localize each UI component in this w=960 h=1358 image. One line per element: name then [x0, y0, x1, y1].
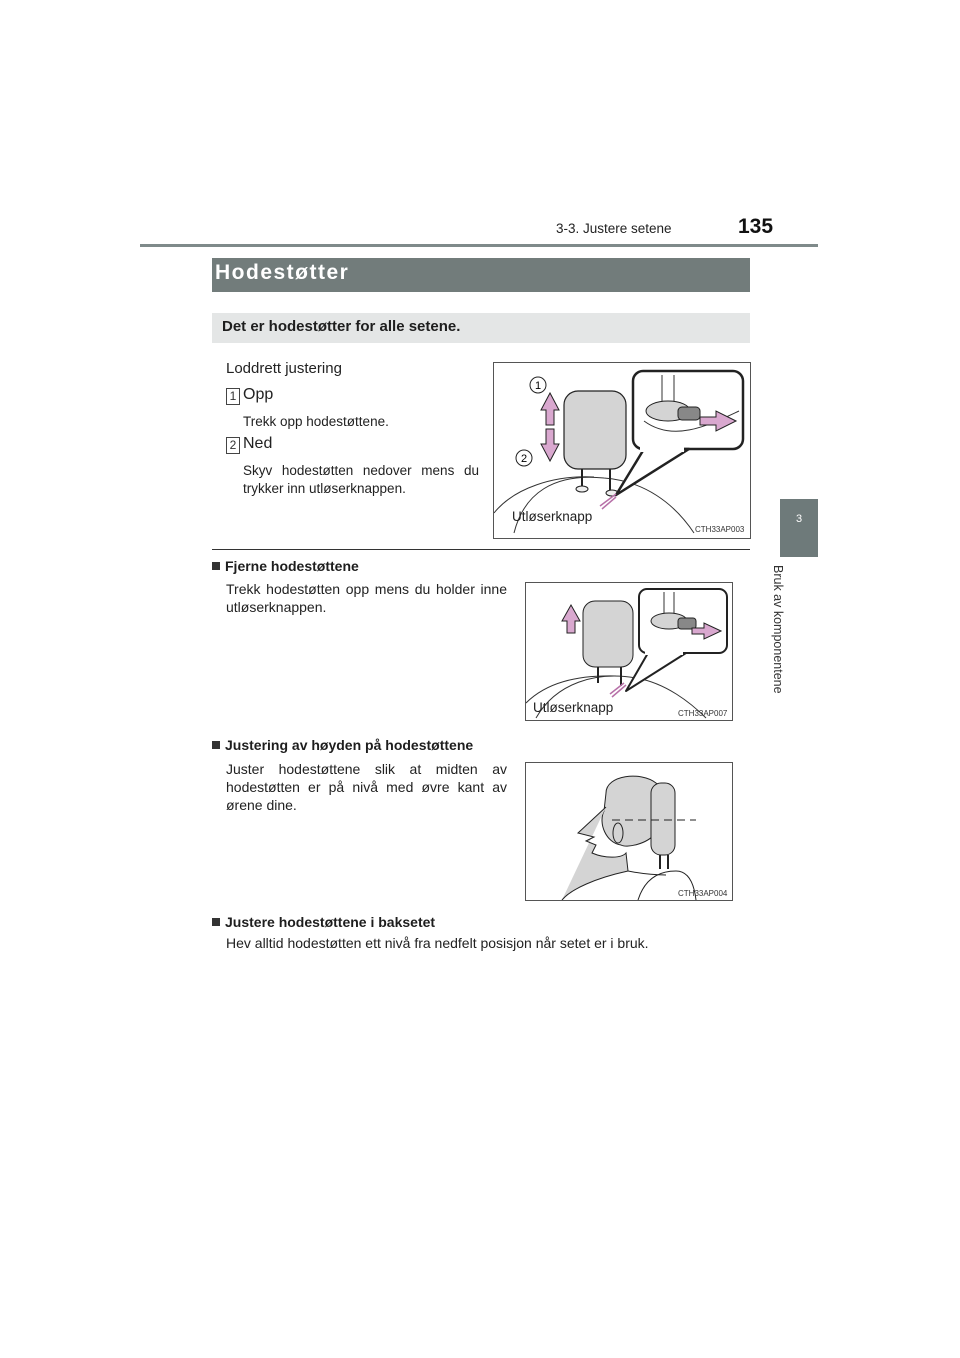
intro-text: Det er hodestøtter for alle setene.	[222, 318, 461, 335]
figure-code-2: CTH33AP007	[678, 709, 728, 718]
figure-code-1: CTH33AP003	[695, 525, 745, 534]
step-desc-up: Trekk opp hodestøttene.	[243, 414, 389, 429]
note-text-height: Juster hodestøttene slik at midten av hodestøtten er på nivå med øvre kant av ørene dine.	[226, 761, 507, 813]
step-label-up: Opp	[243, 386, 274, 403]
headrest-height-illustration	[526, 763, 732, 900]
chapter-number: 3	[795, 513, 803, 525]
note-text-remove: Trekk hodestøtten opp mens du holder inne utløserknappen.	[226, 581, 507, 615]
headrest-shape	[564, 391, 626, 469]
bullet-square-icon	[212, 562, 220, 570]
arrow-up-icon	[541, 393, 559, 425]
page-title: Hodestøtter	[215, 261, 350, 284]
step-desc-down: Skyv hodestøtten nedover mens du trykker inn utløserknappen.	[243, 463, 479, 496]
bullet-square-icon	[212, 918, 220, 926]
release-button-label-1: Utløserknapp	[512, 509, 593, 524]
step-label-down: Ned	[243, 435, 273, 452]
note-title-height: Justering av høyden på hodestøttene	[212, 737, 473, 753]
chapter-tab	[780, 499, 818, 557]
step-number-2: 2	[226, 437, 240, 454]
section-rule	[212, 549, 750, 550]
note-text-rear: Hev alltid hodestøtten ett nivå fra nedfelt posisjon når setet er i bruk.	[226, 935, 649, 951]
bullet-square-icon	[212, 741, 220, 749]
release-button-label-2: Utløserknapp	[533, 700, 614, 715]
arrow-down-icon	[541, 429, 559, 461]
step-number-1: 1	[226, 388, 240, 405]
callout-2-label: 2	[520, 453, 528, 465]
note-title-rear: Justere hodestøttene i baksetet	[212, 914, 435, 930]
figure-code-3: CTH33AP004	[678, 889, 728, 898]
figure-headrest-adjust	[493, 362, 751, 539]
callout-1-label: 1	[534, 380, 542, 392]
note-title-remove: Fjerne hodestøttene	[212, 558, 359, 574]
page-number: 135	[738, 215, 774, 238]
header-rule	[140, 244, 818, 247]
chapter-title-vertical	[771, 565, 799, 715]
vertical-heading: Loddrett justering	[226, 360, 342, 377]
figure-headrest-remove	[525, 582, 733, 721]
section-header: 3-3. Justere setene	[556, 221, 672, 236]
figure-headrest-height	[525, 762, 733, 901]
arrow-up-icon	[562, 605, 580, 633]
chapter-title: Bruk av komponentene	[771, 565, 785, 694]
